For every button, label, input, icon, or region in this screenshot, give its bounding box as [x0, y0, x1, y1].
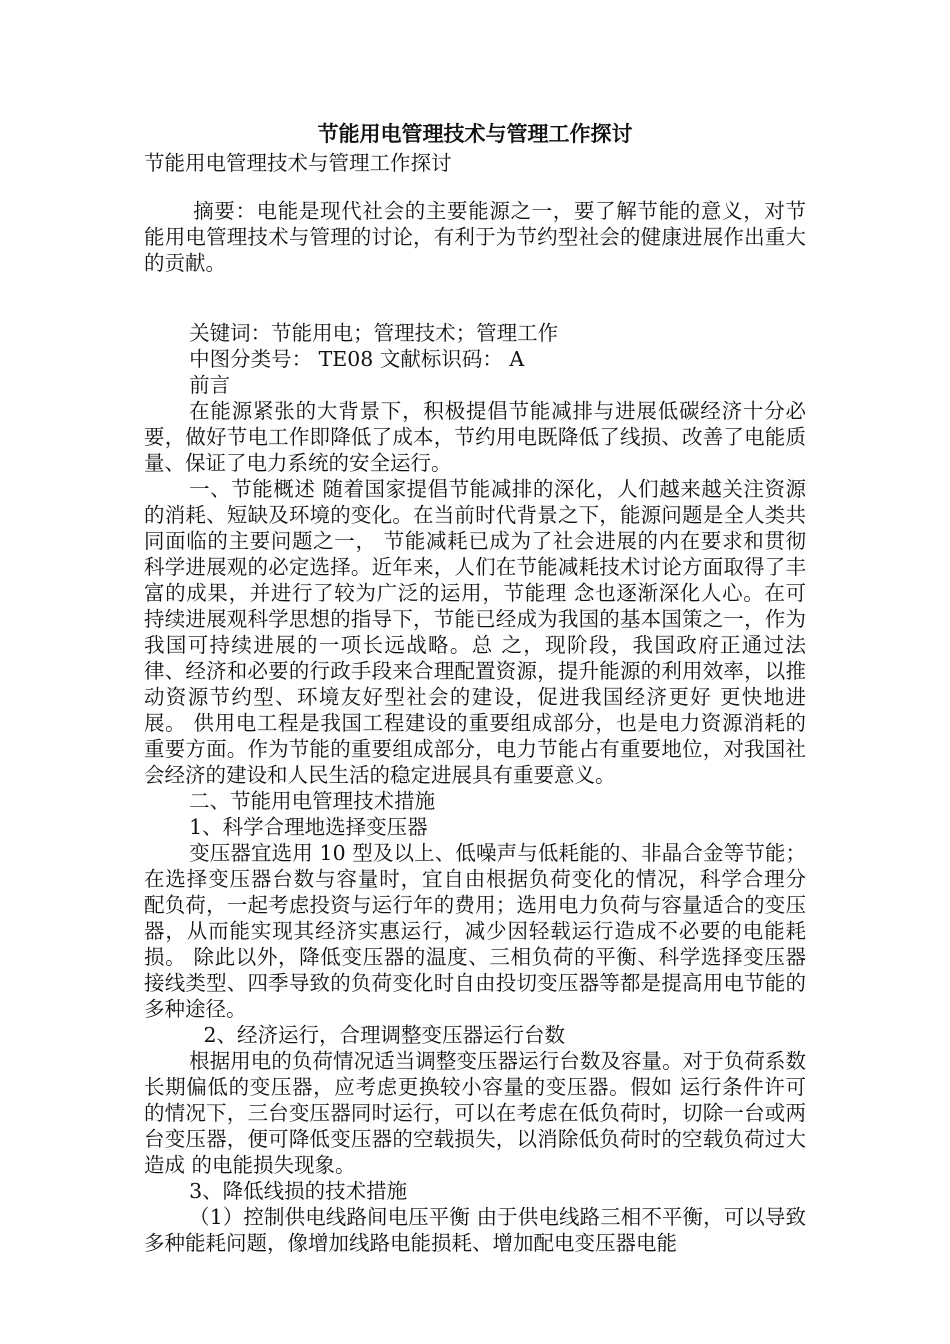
abstract-paragraph: 摘要：电能是现代社会的主要能源之一，要了解节能的意义，对节能用电管理技术与管理的讨论，有利于为节约型社会的健康进展作出重大的贡献。 — [144, 199, 806, 275]
subsection-2-heading: 2、经济运行，合理调整变压器运行台数 — [203, 1023, 565, 1047]
document-body — [144, 118, 806, 1256]
preface-heading: 前言 — [189, 373, 231, 397]
subsection-1-heading: 1、科学合理地选择变压器 — [189, 815, 428, 839]
subsection-1-paragraph: 变压器宜选用 10 型及以上、低噪声与低耗能的、非晶合金等节能；在选择变压器台数与容量时，宜自由根据负荷变化的情况，科学合理分 配负荷，一起考虑投资与运行年的费用；选用电力负荷与容量适合的变压器，从而能实现其经济实惠运行，减少因轻载运行造成不必要的电能耗损。 除此以外，降低变压器的温度、三相负荷的平衡、科学选择变压器接线类型、四季导致的负荷变化时自由投切变压器等都是提高用电节能的多种途径。 — [144, 841, 806, 1021]
keywords-line: 关键词：节能用电；管理技术；管理工作 — [189, 321, 559, 345]
section-1-paragraph: 一、节能概述 随着国家提倡节能减排的深化，人们越来越关注资源的消耗、短缺及环境的变化。在当前时代背景之下，能源问题是全人类共同面临的主要问题之一， 节能减耗已成为了社会进展的内在要求和贯彻科学进展观的必定选择。近年来，人们在节能减耗技术讨论方面取得了丰富的成果，并进行了较为广泛的运用，节能理 念也逐渐深化人心。在可持续进展观科学思想的指导下，节能已经成为我国的基本国策之一，作为我国可持续进展的一项长远战略。总 之，现阶段，我国政府正通过法律、经济和必要的行政手段来合理配置资源，提升能源的利用效率，以推动资源节约型、环境友好型社会的建设，促进我国经济更好 更快地进展。 供用电工程是我国工程建设的重要组成部分，也是电力资源消耗的重要方面。作为节能的重要组成部分，电力节能占有重要地位，对我国社会经济的建设和人民生活的稳定进展具有重要意义。 — [144, 477, 806, 787]
document-subtitle: 节能用电管理技术与管理工作探讨 — [144, 151, 452, 175]
preface-paragraph: 在能源紧张的大背景下，积极提倡节能减排与进展低碳经济十分必要，做好节电工作即降低了成本，节约用电既降低了线损、改善了电能质量、保证了电力系统的安全运行。 — [144, 399, 806, 475]
subsection-2-paragraph: 根据用电的负荷情况适当调整变压器运行台数及容量。对于负荷系数长期偏低的变压器，应考虑更换较小容量的变压器。假如 运行条件许可的情况下，三台变压器同时运行，可以在考虑在低负荷时，切除一台或两台变压器，便可降低变压器的空载损失，以消除低负荷时的空载负荷过大造成 的电能损失现象。 — [144, 1049, 806, 1177]
document-title: 节能用电管理技术与管理工作探讨 — [317, 121, 633, 146]
subsection-3-item-1: （1）控制供电线路间电压平衡 由于供电线路三相不平衡，可以导致多种能耗问题，像增加线路电能损耗、增加配电变压器电能 — [144, 1205, 806, 1255]
section-2-heading: 二、节能用电管理技术措施 — [189, 789, 436, 813]
classification-line: 中图分类号： TE08 文献标识码： A — [189, 347, 525, 371]
subsection-3-heading: 3、降低线损的技术措施 — [189, 1179, 408, 1203]
